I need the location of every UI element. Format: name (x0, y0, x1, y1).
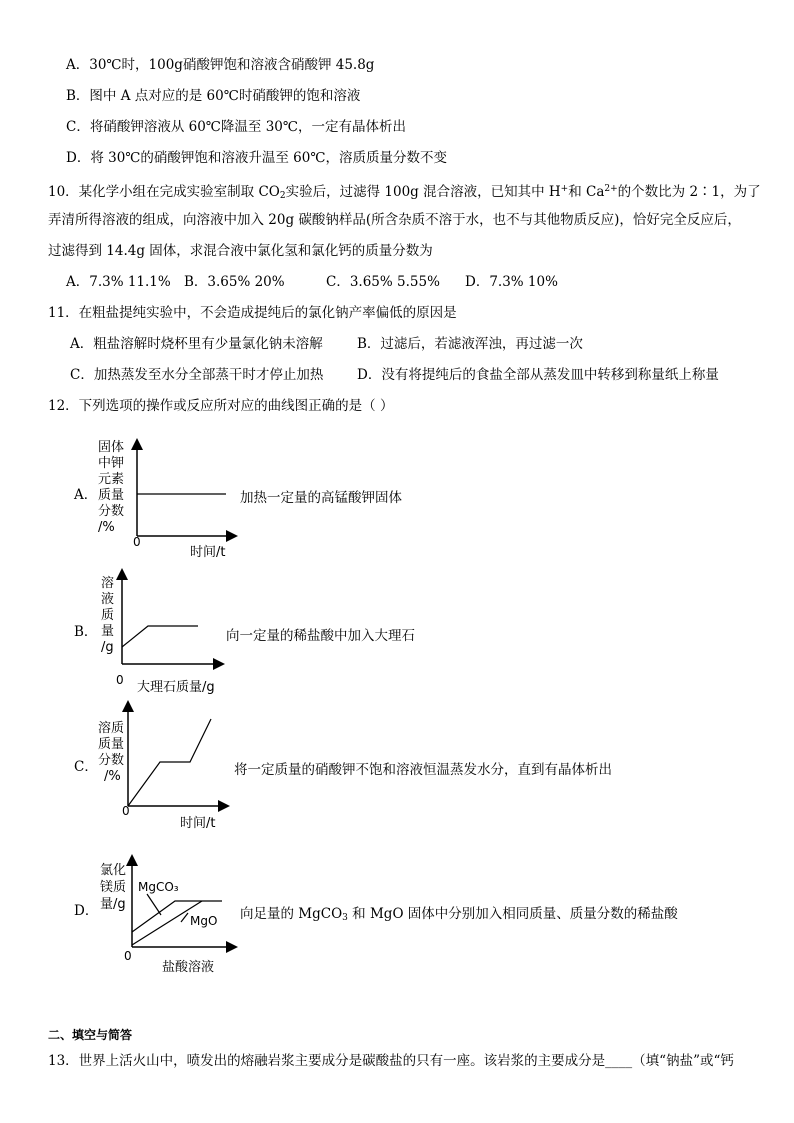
q12-d-ylabel: 氯化 镁质 量/g (100, 863, 127, 912)
q9-option-d: D．将 30℃的硝酸钾饱和溶液升温至 60℃，溶质质量分数不变 (66, 150, 447, 166)
q12-b-description: 向一定量的稀盐酸中加入大理石 (226, 628, 415, 644)
q12-c-ylabel: 溶质 质量 分数 /% (98, 721, 125, 784)
q9-option-c: C．将硝酸钾溶液从 60℃降温至 30℃，一定有晶体析出 (66, 119, 406, 135)
q12-c-description: 将一定质量的硝酸钾不饱和溶液恒温蒸发水分，直到有晶体析出 (234, 762, 612, 778)
q11-option-c: C．加热蒸发至水分全部蒸干时才停止加热 (70, 367, 324, 383)
q12-d-axes (132, 860, 232, 947)
q10-option-d: D．7.3% 10% (465, 274, 558, 290)
q12-a-origin: 0 (133, 535, 141, 549)
q12-b-axes (122, 574, 219, 664)
q12-d-curve-mgo (132, 901, 202, 945)
q12-c-xlabel: 时间/t (180, 816, 216, 831)
q11-option-b: B．过滤后，若滤液浑浊，再过滤一次 (357, 336, 583, 352)
q11-option-d: D．没有将提纯后的食盐全部从蒸发皿中转移到称量纸上称量 (357, 367, 719, 383)
q12-b-origin: 0 (116, 673, 124, 687)
q11-stem: 11．在粗盐提纯实验中，不会造成提纯后的氯化钠产率偏低的原因是 (48, 305, 457, 321)
q12-b-curve (122, 626, 198, 647)
q12-d-letter: D． (74, 903, 99, 919)
q12-b-xlabel: 大理石质量/g (137, 680, 215, 695)
q12-d-leader-mgo (181, 913, 188, 922)
q12-b-letter: B． (74, 624, 98, 640)
q9-option-a: A．30℃时，100g硝酸钾饱和溶液含硝酸钾 45.8g (66, 57, 375, 73)
q12-a-xlabel: 时间/t (190, 545, 226, 560)
q12-a-axes (137, 444, 232, 536)
q12-d-leader-mgco3 (147, 894, 161, 915)
q12-d-xlabel: 盐酸溶液 (162, 960, 215, 975)
q10-stem-line1: 10．某化学小组在完成实验室制取 $CO_2$实验后，过滤得 100g 混合溶液，已知其中 H+和 $Ca^{2+}$的个数比为 2∶1，为了 (48, 184, 761, 201)
q13-stem: 13．世界上活火山中，喷发出的熔融岩浆主要成分是碳酸盐的只有一座。该岩浆的主要成分是____（填“钠盐”或“钙 (48, 1053, 734, 1069)
q12-a-ylabel: 固体 中钾 元素 质量 分数 /% (98, 440, 125, 535)
q12-a-letter: A． (74, 487, 98, 503)
q12-d-description: 向足量的 MgCO$_3$ 和 MgO 固体中分别加入相同质量、质量分数的稀盐酸 (240, 906, 678, 923)
q12-d-curve-mgo-label: MgO (190, 914, 218, 928)
q12-d-origin: 0 (124, 949, 132, 963)
q10-option-a: A．7.3% 11.1% (66, 274, 171, 290)
q10-stem-line3: 过滤得到 14.4g 固体，求混合液中氯化氢和氯化钙的质量分数为 (48, 243, 433, 259)
q11-option-a: A．粗盐溶解时烧杯里有少量氯化钠未溶解 (70, 336, 323, 352)
q12-c-letter: C． (74, 759, 98, 775)
q12-stem: 12．下列选项的操作或反应所对应的曲线图正确的是（ ） (48, 398, 394, 414)
q12-a-description: 加热一定量的高锰酸钾固体 (240, 490, 402, 506)
q10-option-c: C．3.65% 5.55% (326, 274, 440, 290)
q12-c-curve (128, 719, 211, 806)
q9-option-b: B．图中 A 点对应的是 60℃时硝酸钾的饱和溶液 (66, 88, 361, 104)
q12-b-ylabel: 溶 液 质 量 /g (101, 576, 115, 655)
q12-d-curve-mgco3-label: MgCO₃ (138, 880, 179, 894)
q10-stem-line2: 弄清所得溶液的组成，向溶液中加入 20g 碳酸钠样品(所含杂质不溶于水，也不与其他物质反应)，恰好完全反应后， (48, 212, 741, 228)
q12-c-origin: 0 (122, 804, 130, 818)
section-heading: 二、填空与简答 (48, 1028, 133, 1042)
q10-option-b: B．3.65% 20% (184, 274, 285, 290)
